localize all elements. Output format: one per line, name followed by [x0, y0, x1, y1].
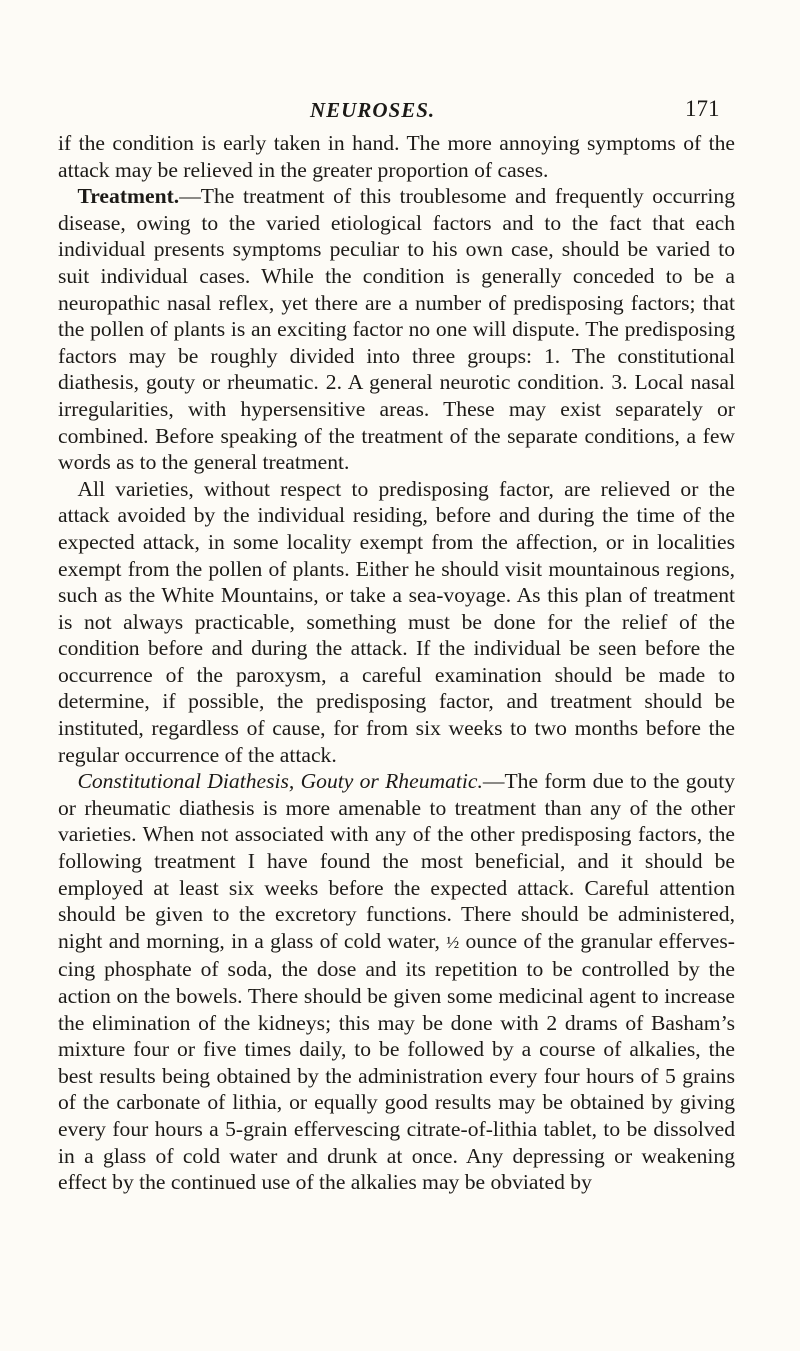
fraction-half: ½: [446, 932, 460, 952]
page-number: 171: [685, 96, 720, 121]
paragraph-treatment: [58, 183, 735, 476]
paragraph-text: All varieties, without respect to predisposing factor, are relieved or the attack avoided by the individual residing, before and during the time of the expected attack, in some locality exempt from the affection, or in localities exempt from the pollen of plants. Either he should visit mountainous regions, such as the White Mountains, or take a sea-voyage. As this plan of treatment is not always practicable, something must be done for the relief of the condition before and during the attack. If the individual be seen before the occurrence of the paroxysm, a careful examination should be made to determine, if possible, the predisposing factor, and treatment should be instituted, regardless of cause, for from six weeks to two months before the regular occurrence of the attack.: [58, 476, 735, 767]
paragraph-text: —The treatment of this troublesome and frequently occurring disease, owing to the varied etiological factors and to the fact that each individual presents symptoms peculiar to his own case, should be varied to suit individual cases. While the condition is generally conceded to be a neuropathic nasal reflex, yet there are a number of predisposing factors; that the pollen of plants is an exciting factor no one will dispute. The predisposing factors may be roughly divided into three groups: 1. The constitutional diathesis, gouty or rheumatic. 2. A general neurotic condition. 3. Local nasal irregularities, with hypersensitive areas. These may exist separately or combined. Before speaking of the treatment of the separate conditions, a few words as to the general treatment.: [58, 184, 735, 475]
section-heading-treatment: Treatment.: [77, 184, 180, 209]
paragraph-text: —The form due to the gouty or rheumatic diathesis is more amenable to treatment than any of the other varieties. When not associated with any of the other predisposing factors, the following treatment I have found the most beneficial, and it should be employed at least six weeks before the expected attack. Careful attention should be given to the excretory functions. There should be administered, night and morning, in a glass of cold water,: [58, 769, 735, 953]
paragraph-constitutional-diathesis: [58, 768, 735, 1196]
paragraph-text: ounce of the granular effervescing phosphate of soda, the dose and its repetition to be controlled by the action on the bowels. There should be given some medicinal agent to increase the elimination of the kidneys; this may be done with 2 drams of Basham’s mixture four or five times daily, to be followed by a course of alkalies, the best results being obtained by the administration every four hours of 5 grains of the carbonate of lithia, or equally good results may be obtained by giving every four hours a 5-grain effervescing citrate-of-lithia tablet, to be dissolved in a glass of cold water and drunk at once. Any depressing or weakening effect by the continued use of the alkalies may be obviated by: [58, 928, 735, 1195]
paragraph-text: if the condition is early taken in hand. The more annoying symptoms of the attack may be relieved in the greater proportion of cases.: [58, 131, 735, 182]
paragraph-continuation: [58, 130, 735, 183]
section-heading-constitutional-diathesis: Constitutional Diathesis, Gouty or Rheumatic.: [77, 769, 483, 794]
paragraph-general-treatment: [58, 476, 735, 769]
running-head: NEUROSES.: [310, 98, 436, 122]
body-text: [58, 130, 735, 1196]
